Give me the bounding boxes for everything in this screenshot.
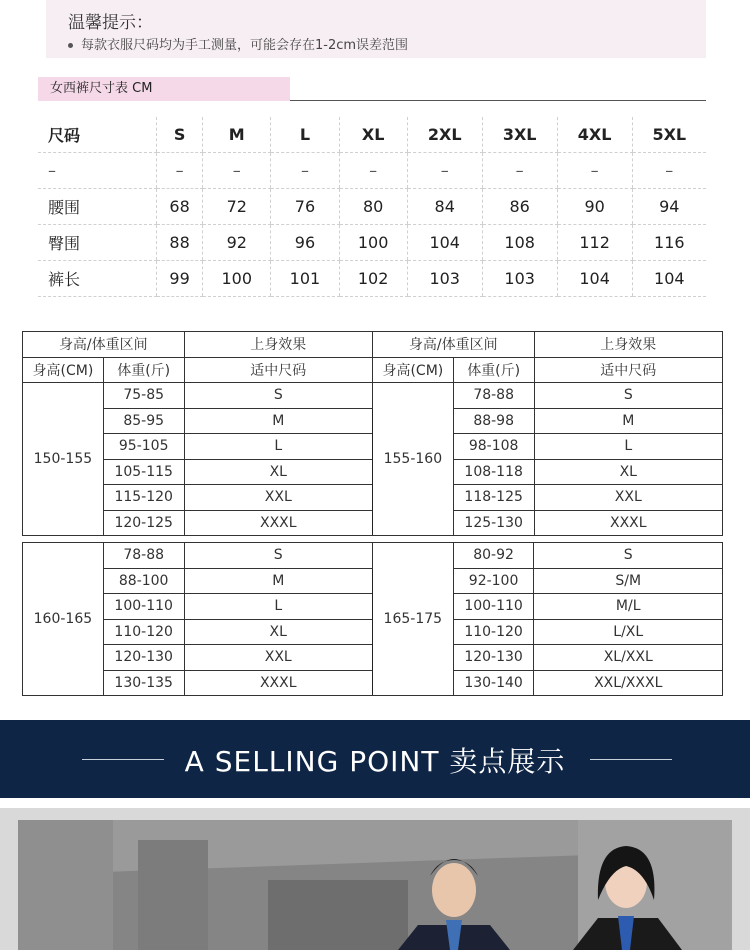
value-cell: 108 <box>482 225 557 261</box>
dash-cell: – <box>38 153 157 189</box>
header-height: 身高(CM) <box>23 357 104 383</box>
length-row <box>38 261 706 297</box>
fit-header-row <box>23 332 723 358</box>
weight-cell: 100-110 <box>453 594 534 620</box>
header-size: 适中尺码 <box>184 357 372 383</box>
header-cell: XL <box>339 117 407 153</box>
header-size: 适中尺码 <box>534 357 722 383</box>
size-cell: XXXL <box>184 670 372 696</box>
value-cell: 76 <box>271 189 339 225</box>
size-cell: M <box>184 568 372 594</box>
weight-cell: 115-120 <box>103 485 184 511</box>
size-cell: XXL <box>184 485 372 511</box>
model-photo <box>18 820 732 950</box>
table-row <box>23 543 723 569</box>
header-effect: 上身效果 <box>184 332 372 358</box>
value-cell: 84 <box>407 189 482 225</box>
weight-cell: 85-95 <box>103 408 184 434</box>
tips-line <box>68 34 408 53</box>
size-cell: XXL/XXXL <box>534 670 723 696</box>
value-cell: 100 <box>203 261 271 297</box>
header-range: 身高/体重区间 <box>23 332 185 358</box>
value-cell: 99 <box>157 261 203 297</box>
size-cell: S/M <box>534 568 723 594</box>
header-effect: 上身效果 <box>534 332 722 358</box>
size-cell: S <box>534 383 722 409</box>
header-cell: M <box>203 117 271 153</box>
weight-cell: 120-130 <box>453 645 534 671</box>
value-cell: 104 <box>632 261 706 297</box>
size-chart-table <box>38 117 706 297</box>
header-height: 身高(CM) <box>372 357 453 383</box>
height-group: 160-165 <box>23 543 104 696</box>
fit-table-1 <box>22 331 723 536</box>
row-label: 腰围 <box>38 189 157 225</box>
size-cell: L/XL <box>534 619 723 645</box>
value-cell: 103 <box>407 261 482 297</box>
size-cell: L <box>184 434 372 460</box>
bullet-icon <box>68 43 73 48</box>
dash-cell: – <box>203 153 271 189</box>
weight-cell: 100-110 <box>103 594 184 620</box>
size-cell: L <box>534 434 722 460</box>
value-cell: 101 <box>271 261 339 297</box>
header-cell: 3XL <box>482 117 557 153</box>
weight-cell: 78-88 <box>453 383 534 409</box>
size-cell: L <box>184 594 372 620</box>
height-group: 165-175 <box>372 543 453 696</box>
value-cell: 102 <box>339 261 407 297</box>
dash-cell: – <box>271 153 339 189</box>
dash-cell: – <box>482 153 557 189</box>
tips-text: 每款衣服尺码均为手工测量，可能会存在1-2cm误差范围 <box>81 38 409 53</box>
model-photo-illustration <box>18 820 732 950</box>
value-cell: 90 <box>557 189 632 225</box>
weight-cell: 118-125 <box>453 485 534 511</box>
header-cell: 尺码 <box>38 117 157 153</box>
header-range: 身高/体重区间 <box>372 332 534 358</box>
value-cell: 103 <box>482 261 557 297</box>
value-cell: 80 <box>339 189 407 225</box>
size-cell: M <box>184 408 372 434</box>
size-cell: XL/XXL <box>534 645 723 671</box>
size-cell: M/L <box>534 594 723 620</box>
dash-cell: – <box>407 153 482 189</box>
header-cell: 4XL <box>557 117 632 153</box>
header-weight: 体重(斤) <box>453 357 534 383</box>
row-label: 臀围 <box>38 225 157 261</box>
hip-row <box>38 225 706 261</box>
size-cell: XL <box>184 619 372 645</box>
fit-table-2 <box>22 542 723 696</box>
value-cell: 68 <box>157 189 203 225</box>
header-cell: 5XL <box>632 117 706 153</box>
value-cell: 72 <box>203 189 271 225</box>
weight-cell: 110-120 <box>453 619 534 645</box>
weight-cell: 120-125 <box>103 510 184 536</box>
value-cell: 112 <box>557 225 632 261</box>
size-cell: S <box>184 543 372 569</box>
value-cell: 96 <box>271 225 339 261</box>
size-cell: XXL <box>534 485 722 511</box>
size-header-row <box>38 117 706 153</box>
tips-title: 温馨提示： <box>68 13 153 33</box>
title-divider <box>290 100 706 101</box>
value-cell: 104 <box>407 225 482 261</box>
dash-row <box>38 153 706 189</box>
value-cell: 88 <box>157 225 203 261</box>
height-group: 150-155 <box>23 383 104 536</box>
dash-cell: – <box>632 153 706 189</box>
weight-cell: 105-115 <box>103 459 184 485</box>
tips-box <box>46 0 706 58</box>
weight-cell: 88-98 <box>453 408 534 434</box>
header-cell: L <box>271 117 339 153</box>
weight-cell: 108-118 <box>453 459 534 485</box>
size-cell: XXXL <box>534 510 722 536</box>
weight-cell: 92-100 <box>453 568 534 594</box>
banner-title: A SELLING POINT 卖点展示 <box>184 745 566 778</box>
weight-cell: 130-140 <box>453 670 534 696</box>
size-cell: M <box>534 408 722 434</box>
weight-cell: 75-85 <box>103 383 184 409</box>
size-chart-title: 女西裤尺寸表 CM <box>38 77 290 101</box>
value-cell: 104 <box>557 261 632 297</box>
height-group: 155-160 <box>372 383 453 536</box>
dash-cell: – <box>339 153 407 189</box>
weight-cell: 95-105 <box>103 434 184 460</box>
waist-row <box>38 189 706 225</box>
size-cell: XL <box>184 459 372 485</box>
weight-cell: 98-108 <box>453 434 534 460</box>
size-cell: S <box>534 543 723 569</box>
dash-cell: – <box>557 153 632 189</box>
size-cell: XXXL <box>184 510 372 536</box>
weight-cell: 130-135 <box>103 670 184 696</box>
selling-point-banner <box>0 720 750 798</box>
table-row <box>23 383 723 409</box>
weight-cell: 80-92 <box>453 543 534 569</box>
size-cell: XXL <box>184 645 372 671</box>
size-cell: XL <box>534 459 722 485</box>
size-cell: S <box>184 383 372 409</box>
header-cell: 2XL <box>407 117 482 153</box>
value-cell: 116 <box>632 225 706 261</box>
value-cell: 86 <box>482 189 557 225</box>
header-weight: 体重(斤) <box>103 357 184 383</box>
value-cell: 100 <box>339 225 407 261</box>
weight-cell: 78-88 <box>103 543 184 569</box>
value-cell: 92 <box>203 225 271 261</box>
row-label: 裤长 <box>38 261 157 297</box>
weight-cell: 110-120 <box>103 619 184 645</box>
header-cell: S <box>157 117 203 153</box>
weight-cell: 88-100 <box>103 568 184 594</box>
weight-cell: 125-130 <box>453 510 534 536</box>
dash-cell: – <box>157 153 203 189</box>
weight-cell: 120-130 <box>103 645 184 671</box>
fit-subheader-row <box>23 357 723 383</box>
value-cell: 94 <box>632 189 706 225</box>
